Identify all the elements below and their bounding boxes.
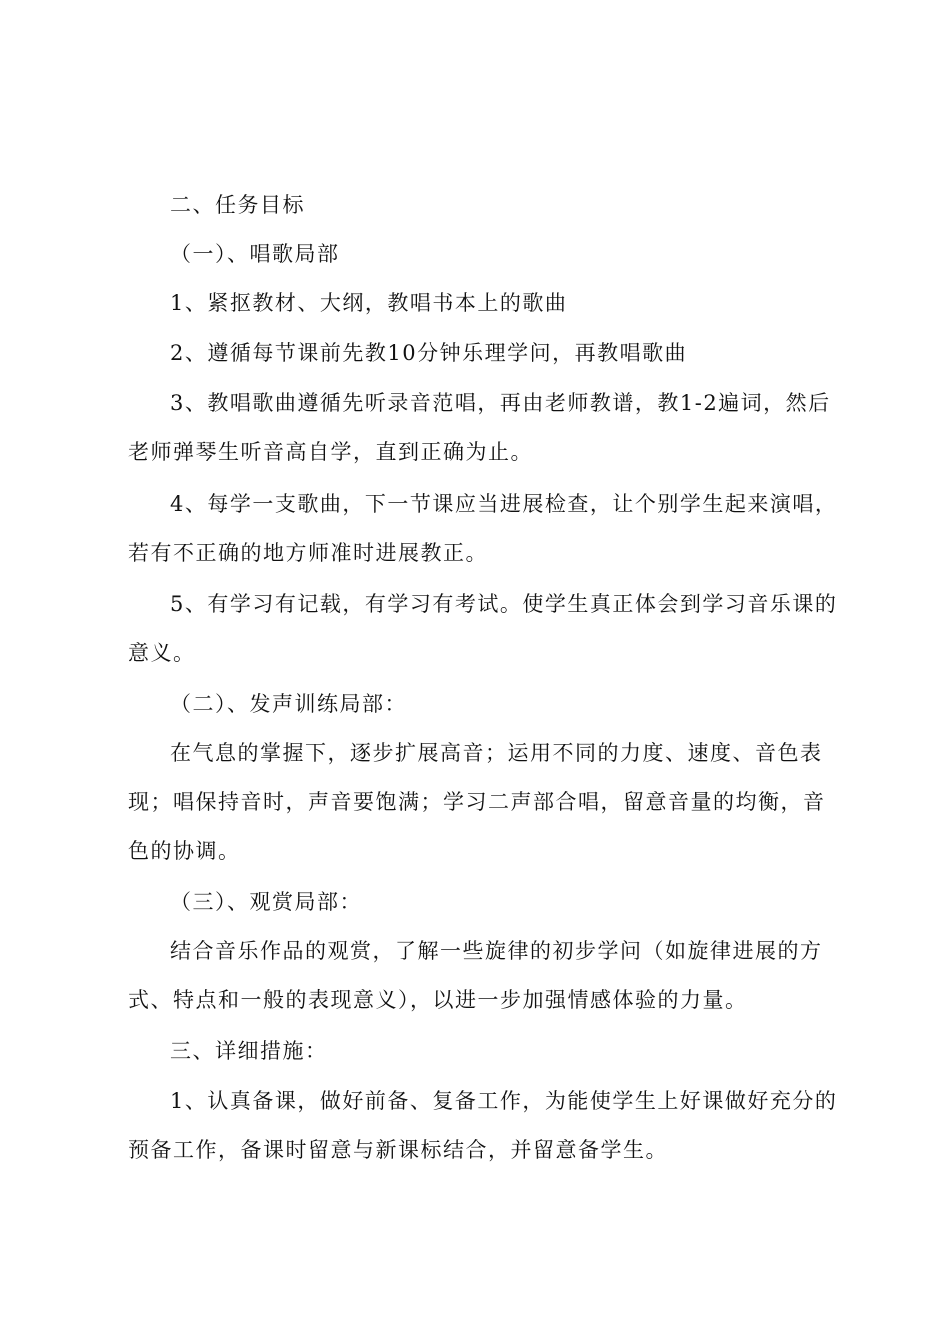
text-line: 三、详细措施： [170,1039,328,1063]
paragraph-measure-1 [128,1077,838,1175]
text-line: 4、每学一支歌曲，下一节课应当进展检查，让个别学生起来演唱， [170,492,838,516]
paragraph-item-2 [128,329,833,378]
text-line: 式、特点和一般的表现意义），以进一步加强情感体验的力量。 [128,988,748,1012]
text-line: 3、教唱歌曲遵循先听录音范唱，再由老师教谱，教1-2遍词，然后 [170,391,831,415]
text-line: 1、紧抠教材、大纲，教唱书本上的歌曲 [170,291,568,315]
text-line: 若有不正确的地方师准时进展教正。 [128,541,488,565]
text-line: 二、任务目标 [170,193,305,217]
text-line: 现；唱保持音时，声音要饱满；学习二声部合唱，留意音量的均衡，音 [128,790,826,814]
section-heading-goals [128,181,833,230]
paragraph-item-3 [128,379,833,477]
paragraph-item-4 [128,480,838,578]
text-line: 老师弹琴生听音高自学，直到正确为止。 [128,440,533,464]
text-line: （三）、观赏局部： [170,890,362,914]
paragraph-vocal [128,729,833,876]
text-line: 在气息的掌握下，逐步扩展高音；运用不同的力度、速度、音色表 [170,741,823,765]
text-line: 2、遵循每节课前先教10分钟乐理学问，再教唱歌曲 [170,341,688,365]
paragraph-item-5 [128,580,838,678]
text-line: 5、有学习有记载，有学习有考试。使学生真正体会到学习音乐课的 [170,592,838,616]
paragraph-appreciation [128,927,833,1025]
text-line: （一）、唱歌局部 [170,242,340,266]
paragraph-item-1 [128,279,833,328]
text-line: （二）、发声训练局部： [170,692,407,716]
subsection-heading-singing [128,230,833,279]
text-line: 色的协调。 [128,839,241,863]
text-line: 意义。 [128,641,196,665]
section-heading-measures [128,1027,833,1076]
subsection-heading-vocal [128,680,833,729]
text-line: 1、认真备课，做好前备、复备工作，为能使学生上好课做好充分的 [170,1089,838,1113]
subsection-heading-appreciation [128,878,833,927]
text-line: 结合音乐作品的观赏，了解一些旋律的初步学问（如旋律进展的方 [170,939,823,963]
text-line: 预备工作，备课时留意与新课标结合，并留意备学生。 [128,1138,668,1162]
